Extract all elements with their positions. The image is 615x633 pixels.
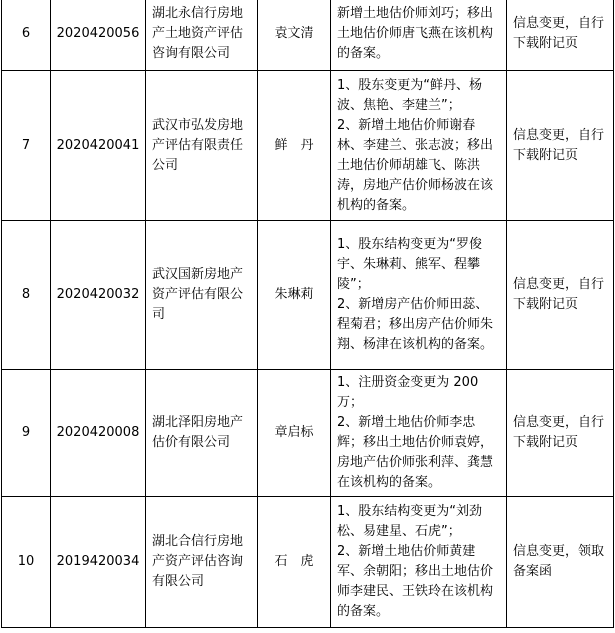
legal-representative: 袁文清: [258, 0, 331, 71]
organization-name: 武汉国新房地产资产评估有限公司: [146, 221, 258, 370]
remark: 信息变更，自行下载附记页: [507, 0, 614, 71]
table-row: [2, 221, 614, 370]
legal-representative: 朱琳莉: [258, 221, 331, 370]
registration-code: 2019420034: [51, 497, 146, 628]
organization-name: 湖北合信行房地产资产评估咨询有限公司: [146, 497, 258, 628]
row-number: 9: [2, 370, 51, 497]
change-details: 1、股东结构变更为“刘劲松、易建星、石虎”； 2、新增土地估价师黄建军、余朝阳；移出土地估价师李建民、王铁玲在该机构的备案。: [331, 497, 507, 628]
change-details: 1、注册资金变更为 200 万； 2、新增土地估价师李忠辉；移出土地估价师袁婷，房地产估价师张利萍、龚慧在该机构的备案。: [331, 370, 507, 497]
row-number: 7: [2, 71, 51, 221]
table-row: [2, 0, 614, 71]
remark: 信息变更，自行下载附记页: [507, 71, 614, 221]
change-details: 新增土地估价师刘巧；移出土地估价师唐飞燕在该机构的备案。: [331, 0, 507, 71]
registration-code: 2020420056: [51, 0, 146, 71]
organization-name: 湖北泽阳房地产估价有限公司: [146, 370, 258, 497]
registration-code: 2020420041: [51, 71, 146, 221]
registration-code: 2020420032: [51, 221, 146, 370]
organization-name: 湖北永信行房地产土地资产评估咨询有限公司: [146, 0, 258, 71]
change-details: 1、股东变更为“鲜丹、杨波、焦艳、李建兰”； 2、新增土地估价师谢春林、李建兰、张志波；移出土地估价师胡雄飞、陈洪涛，房地产估价师杨波在该机构的备案。: [331, 71, 507, 221]
legal-representative: 鲜 丹: [258, 71, 331, 221]
registration-change-table: [1, 0, 614, 628]
registration-code: 2020420008: [51, 370, 146, 497]
legal-representative: 石 虎: [258, 497, 331, 628]
change-details: 1、股东结构变更为“罗俊宇、朱琳莉、熊军、程攀陵”； 2、新增房产估价师田蕊、程菊君；移出房产估价师朱翔、杨津在该机构的备案。: [331, 221, 507, 370]
table-row: [2, 71, 614, 221]
remark: 信息变更，领取备案函: [507, 497, 614, 628]
remark: 信息变更，自行下载附记页: [507, 370, 614, 497]
remark: 信息变更，自行下载附记页: [507, 221, 614, 370]
organization-name: 武汉市弘发房地产评估有限责任公司: [146, 71, 258, 221]
legal-representative: 章启标: [258, 370, 331, 497]
row-number: 10: [2, 497, 51, 628]
row-number: 6: [2, 0, 51, 71]
row-number: 8: [2, 221, 51, 370]
table-row: [2, 370, 614, 497]
table-row: [2, 497, 614, 628]
